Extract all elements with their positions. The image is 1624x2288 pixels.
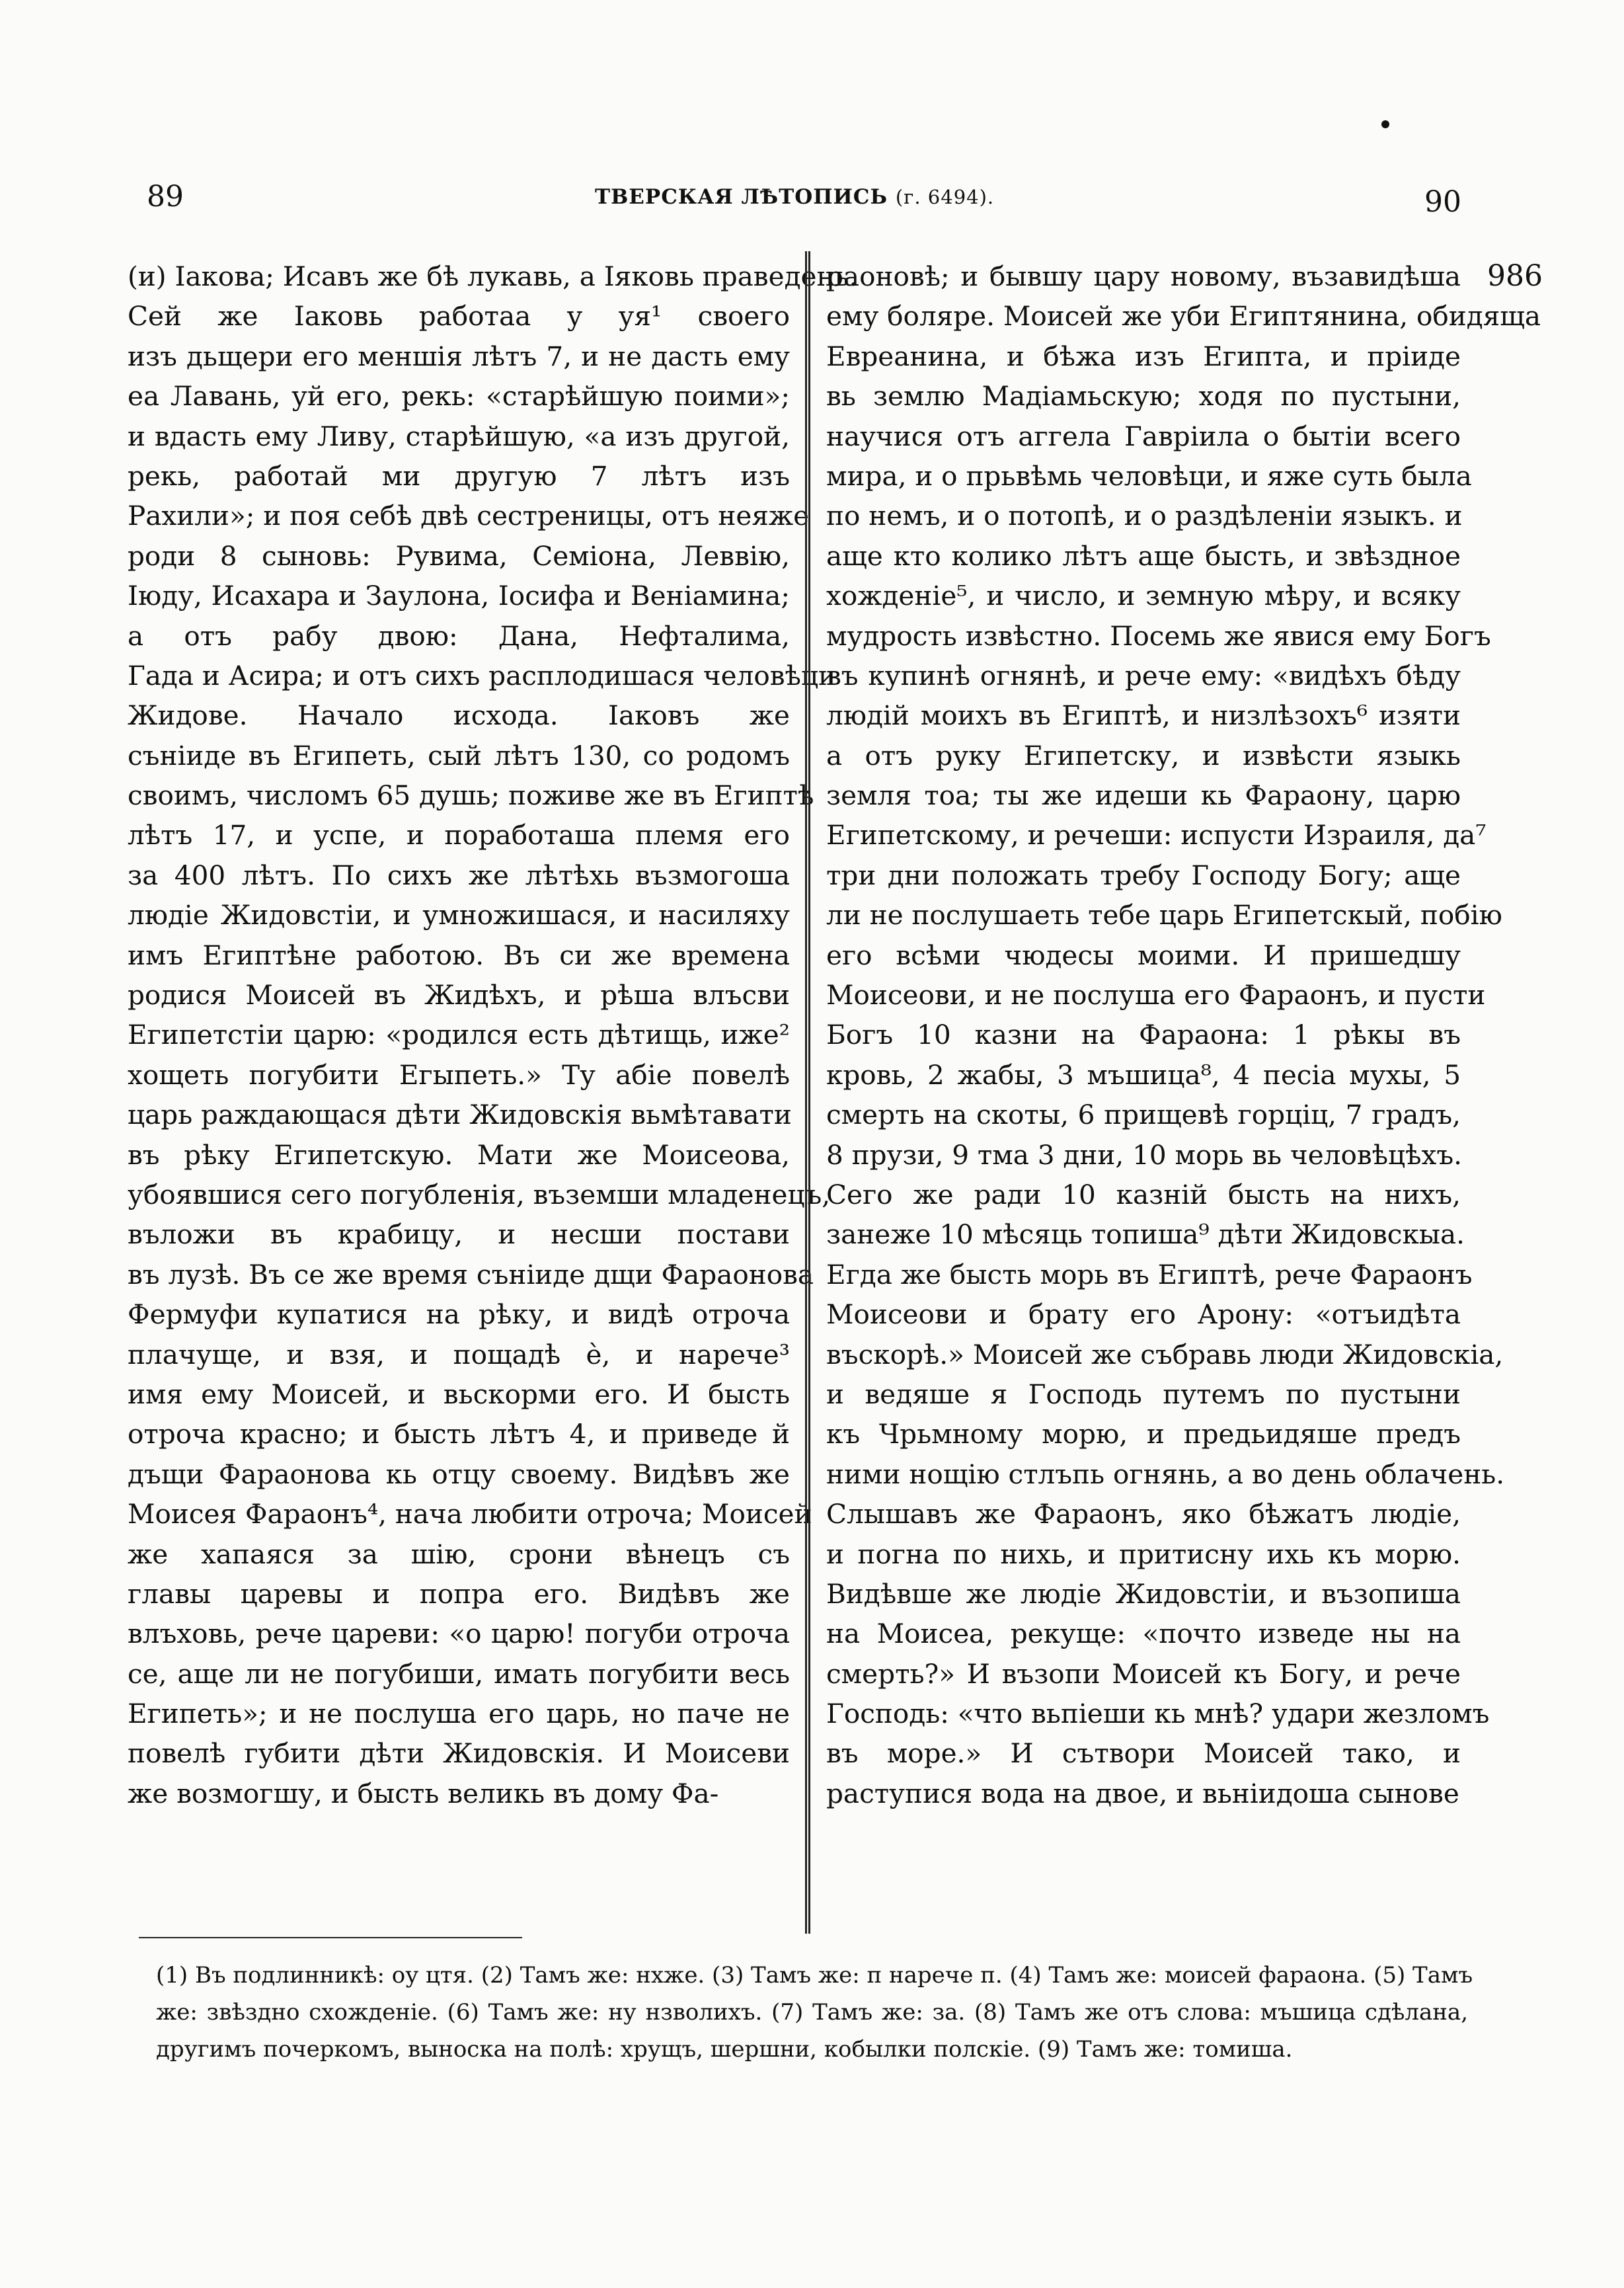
page-number-left: 89: [147, 180, 184, 214]
text-line: въ рѣку Египетскую. Мати же Моисеова,: [128, 1138, 790, 1171]
text-line: а отъ рабу двою: Дана, Нефталима,: [128, 619, 790, 652]
text-line: роди 8 сыновь: Рувима, Семіона, Леввію,: [128, 539, 790, 572]
text-line: и вдасть ему Ливу, старѣйшую, «а изъ другой,: [128, 420, 790, 452]
text-line: въложи въ крабицу, и несши постави: [128, 1218, 790, 1251]
text-line: имя ему Моисей, и вьскорми его. И бысть: [128, 1378, 790, 1410]
text-line: убоявшися сего погубленія, въземши младенецъ,: [128, 1178, 831, 1210]
text-line: хожденіе⁵, и число, и земную мѣру, и всяку: [826, 580, 1461, 612]
text-line: царь раждающася дѣти Жидовскія вьмѣтавати: [128, 1099, 792, 1131]
text-line: людій моихъ въ Египтѣ, и низлѣзохъ⁶ изяти: [826, 699, 1461, 732]
text-line: Египеть»; и не послуша его царь, но паче не: [128, 1698, 790, 1730]
text-line: повелѣ губити дѣти Жидовскія. И Моисеви: [128, 1737, 790, 1770]
running-title-year: (г. 6494).: [895, 186, 995, 208]
text-line: а отъ руку Египетску, и извѣсти языкь: [826, 739, 1461, 771]
text-line: рекь, работай ми другую 7 лѣтъ изъ: [128, 459, 790, 492]
text-line: Сей же Іаковь работаа у уя¹ своего: [128, 300, 790, 333]
footnote-rule: [139, 1937, 522, 1938]
running-title-text: ТВЕРСКАЯ ЛѢТОПИСЬ: [595, 185, 888, 209]
text-line: въ море.» И сътвори Моисей тако, и: [826, 1737, 1461, 1770]
text-line: людіе Жидовстіи, и умножишася, и насиляху: [128, 899, 790, 931]
text-line: Моисея Фараонъ⁴, нача любити отроча; Моисей: [128, 1498, 812, 1530]
text-line: Египетстіи царю: «родился есть дѣтищь, иже²: [128, 1019, 790, 1051]
text-line: имъ Египтѣне работою. Въ си же времена: [128, 939, 790, 971]
text-line: своимъ, числомъ 65 душь; поживе же въ Египтѣ: [128, 779, 814, 812]
column-divider: [805, 251, 810, 1934]
text-line: еа Лавань, уй его, рекь: «старѣйшую поими»;: [128, 380, 790, 413]
text-line: и погна по нихь, и притисну ихь къ морю.: [826, 1538, 1461, 1570]
text-line: изъ дьщери его меншія лѣтъ 7, и не дасть ему: [128, 340, 790, 372]
left-column: [128, 256, 858, 1936]
text-line: Моисеови, и не послуша его Фараонъ, и пусти: [826, 979, 1486, 1011]
page-number-right: 90: [1424, 185, 1461, 219]
text-line: Сего же ради 10 казній бысть на нихъ,: [826, 1178, 1461, 1210]
text-line: Фермуфи купатися на рѣку, и видѣ отроча: [128, 1298, 790, 1331]
text-line: кровь, 2 жабы, 3 мъшица⁸, 4 песіа мухы, 5: [826, 1058, 1461, 1091]
text-line: въ лузѣ. Въ се же время съніиде дщи Фараонова: [128, 1258, 814, 1290]
text-line: се, аще ли не погубиши, имать погубити весь: [128, 1657, 790, 1690]
text-line: за 400 лѣтъ. По сихъ же лѣтѣхь възмогоша: [128, 859, 790, 891]
text-line: по немъ, и о потопѣ, и о раздѣленіи языкъ. и: [826, 500, 1463, 532]
text-line: занеже 10 мѣсяць топиша⁹ дѣти Жидовскыа.: [826, 1218, 1465, 1251]
text-line: въскорѣ.» Моисей же събравь люди Жидовскіа,: [826, 1338, 1504, 1370]
text-line: мира, и о прьвѣмь человѣци, и яже суть была: [826, 459, 1472, 492]
text-line: Моисеови и брату его Арону: «отъидѣта: [826, 1298, 1461, 1331]
text-line: раоновѣ; и бывшу цару новому, възавидѣша: [826, 260, 1461, 292]
text-line: Рахили»; и поя себѣ двѣ сестреницы, отъ неяже: [128, 500, 810, 532]
text-line: смерть?» И възопи Моисей къ Богу, и рече: [826, 1657, 1461, 1690]
text-line: (и) Іакова; Исавъ же бѣ лукавь, а Іяковь праведень.: [128, 260, 858, 292]
text-line: же хапаяся за шію, срони вѣнецъ съ: [128, 1538, 790, 1570]
text-line: родися Моисей въ Жидѣхъ, и рѣша влъсви: [128, 979, 790, 1011]
text-line: плачуще, и взя, и пощадѣ ѐ, и нарече³: [128, 1338, 790, 1370]
text-line: къ Чрьмному морю, и предьидяше предъ: [826, 1418, 1461, 1450]
text-line: съніиде въ Египеть, сый лѣтъ 130, со родомъ: [128, 739, 790, 771]
running-title: [595, 185, 994, 209]
text-line: раступися вода на двое, и вьніидоша сынове: [826, 1777, 1459, 1809]
text-line: на Моисеа, рекуще: «почто изведе ны на: [826, 1618, 1461, 1650]
text-line: Жидове. Начало исхода. Іаковъ же: [128, 699, 790, 732]
text-line: хощеть погубити Егыпеть.» Ту абіе повелѣ: [128, 1058, 790, 1091]
text-line: его всѣми чюдесы моими. И пришедшу: [826, 939, 1461, 971]
text-line: Слышавъ же Фараонъ, яко бѣжатъ людіе,: [826, 1498, 1461, 1530]
margin-year: 986: [1487, 259, 1543, 293]
text-line: въ купинѣ огнянѣ, и рече ему: «видѣхъ бѣду: [826, 659, 1461, 691]
text-line: вь землю Мадіамьскую; ходя по пустыни,: [826, 380, 1461, 413]
text-line: ли не послушаеть тебе царь Египетскый, побію: [826, 899, 1502, 931]
text-line: Богъ 10 казни на Фараона: 1 рѣкы въ: [826, 1019, 1461, 1051]
footnote-line: (1) Въ подлинникѣ: оу цтя. (2) Тамъ же: нхже. (3) Тамъ же: п нарече п. (4) Тамъ же: моисей фараона. (5) Тамъ: [156, 1962, 1473, 1989]
text-line: влъховь, рече цареви: «о царю! погуби отроча: [128, 1618, 790, 1650]
text-line: лѣтъ 17, и успе, и поработаша племя его: [128, 819, 790, 851]
text-line: смерть на скоты, 6 прищевѣ горціц, 7 градъ,: [826, 1099, 1461, 1131]
text-line: земля тоа; ты же идеши кь Фараону, царю: [826, 779, 1461, 812]
text-line: ними нощію стлъпь огнянь, а во день облачень.: [826, 1458, 1505, 1490]
footnotes: [156, 1957, 1473, 2068]
text-line: Гада и Асира; и отъ сихъ расплодишася человѣци: [128, 659, 836, 691]
footnote-line: другимъ почеркомъ, выноска на полѣ: хрущъ, шершни, кобылки полскіе. (9) Тамъ же: томиша.: [156, 2036, 1293, 2063]
text-line: Іюду, Исахара и Заулона, Іосифа и Веніамина;: [128, 580, 790, 612]
text-line: главы царевы и попра его. Видѣвъ же: [128, 1577, 790, 1610]
text-line: мудрость извѣстно. Посемь же явися ему Богъ: [826, 619, 1491, 652]
text-line: Видѣвше же людіе Жидовстіи, и възопиша: [826, 1577, 1461, 1610]
text-line: же возмогшу, и бысть великь въ дому Фа-: [128, 1777, 719, 1809]
text-line: Египетскому, и речеши: испусти Израиля, да⁷: [826, 819, 1487, 851]
text-line: и ведяше я Господь путемъ по пустыни: [826, 1378, 1461, 1410]
text-line: дъщи Фараонова кь отцу своему. Видѣвъ же: [128, 1458, 790, 1490]
text-line: 8 прузи, 9 тма 3 дни, 10 морь вь человѣцѣхъ.: [826, 1138, 1462, 1171]
text-line: Егда же бысть морь въ Египтѣ, рече Фараонъ: [826, 1258, 1473, 1290]
text-line: три дни положать требу Господу Богу; аще: [826, 859, 1461, 891]
ink-spot: [1381, 120, 1389, 128]
text-line: отроча красно; и бысть лѣтъ 4, и приведе й: [128, 1418, 790, 1450]
footnote-line: же: звѣздно схожденіе. (6) Тамъ же: ну нзволихъ. (7) Тамъ же: за. (8) Тамъ же отъ слова: мъшица сдѣлана,: [156, 1999, 1468, 2026]
text-line: Евреанина, и бѣжа изъ Египта, и пріиде: [826, 340, 1461, 372]
text-line: научися отъ аггела Гавріила о бытіи всего: [826, 420, 1461, 452]
text-line: аще кто колико лѣтъ аще бысть, и звѣздное: [826, 539, 1461, 572]
text-line: ему боляре. Моисей же уби Египтянина, обидяща: [826, 300, 1541, 333]
text-line: Господь: «что вьпіеши кь мнѣ? удари жезломъ: [826, 1698, 1490, 1730]
